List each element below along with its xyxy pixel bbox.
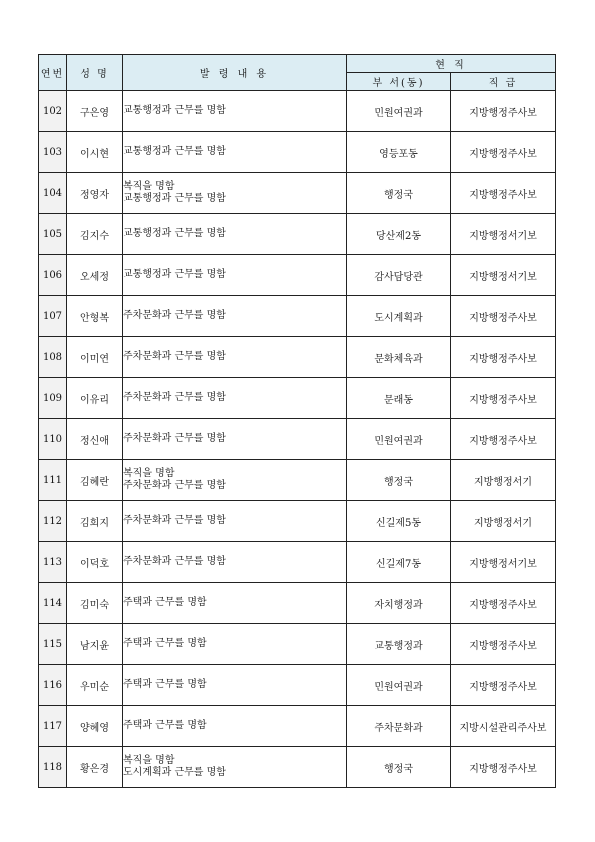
table-row [39, 214, 556, 255]
table-row [39, 501, 556, 542]
appointment-line: 교통행정과 근무를 명함 [123, 269, 226, 280]
appointment-line: 복직을 명함 [123, 755, 175, 766]
table-row [39, 337, 556, 378]
appointment-line: 주택과 근무를 명함 [123, 720, 207, 731]
appointment-line: 주차문화과 근무를 명함 [123, 310, 226, 321]
appointment-line: 복직을 명함 [123, 468, 175, 479]
appointment-content [123, 337, 347, 378]
appointment-content [123, 132, 347, 173]
current-department: 신길제5동 [347, 501, 451, 542]
current-rank: 지방행정서기보 [451, 214, 556, 255]
employee-name: 안형복 [67, 296, 123, 337]
appointment-content [123, 91, 347, 132]
header-dept: 부 서(동) [347, 73, 451, 91]
appointment-line: 도시계획과 근무를 명함 [123, 767, 226, 778]
appointment-line: 교통행정과 근무를 명함 [123, 228, 226, 239]
current-rank: 지방행정주사보 [451, 378, 556, 419]
current-department: 감사담당관 [347, 255, 451, 296]
appointment-content [123, 665, 347, 706]
appointment-line: 주차문화과 근무를 명함 [123, 480, 226, 491]
current-rank: 지방행정서기보 [451, 542, 556, 583]
appointment-content [123, 706, 347, 747]
row-number: 118 [39, 747, 67, 788]
employee-name: 김지수 [67, 214, 123, 255]
current-rank: 지방행정주사보 [451, 665, 556, 706]
appointment-line: 주택과 근무를 명함 [123, 638, 207, 649]
employee-name: 이미연 [67, 337, 123, 378]
table-row [39, 624, 556, 665]
row-number: 103 [39, 132, 67, 173]
row-number: 111 [39, 460, 67, 501]
employee-name: 구은영 [67, 91, 123, 132]
current-rank: 지방행정주사보 [451, 624, 556, 665]
current-department: 주차문화과 [347, 706, 451, 747]
header-current: 현 직 [347, 55, 556, 73]
current-rank: 지방행정주사보 [451, 173, 556, 214]
table-row [39, 665, 556, 706]
table-row [39, 706, 556, 747]
current-department: 행정국 [347, 460, 451, 501]
current-rank: 지방행정주사보 [451, 583, 556, 624]
table-header [39, 55, 556, 91]
appointment-content [123, 501, 347, 542]
current-department: 교통행정과 [347, 624, 451, 665]
table-row [39, 460, 556, 501]
table-row [39, 173, 556, 214]
appointment-content [123, 583, 347, 624]
current-rank: 지방행정주사보 [451, 747, 556, 788]
header-name: 성 명 [67, 55, 123, 91]
current-department: 도시계획과 [347, 296, 451, 337]
row-number: 117 [39, 706, 67, 747]
appointment-line: 주차문화과 근무를 명함 [123, 556, 226, 567]
row-number: 115 [39, 624, 67, 665]
current-department: 행정국 [347, 747, 451, 788]
appointment-content [123, 214, 347, 255]
current-rank: 지방행정주사보 [451, 132, 556, 173]
current-department: 민원여권과 [347, 91, 451, 132]
current-department: 문래동 [347, 378, 451, 419]
row-number: 105 [39, 214, 67, 255]
current-rank: 지방행정주사보 [451, 91, 556, 132]
current-rank: 지방행정주사보 [451, 419, 556, 460]
current-rank: 지방행정서기보 [451, 255, 556, 296]
table-row [39, 255, 556, 296]
employee-name: 오세정 [67, 255, 123, 296]
row-number: 108 [39, 337, 67, 378]
current-rank: 지방시설관리주사보 [451, 706, 556, 747]
current-department: 민원여권과 [347, 665, 451, 706]
employee-name: 김혜란 [67, 460, 123, 501]
appointment-content [123, 542, 347, 583]
employee-name: 정신애 [67, 419, 123, 460]
current-rank: 지방행정서기 [451, 460, 556, 501]
current-department: 민원여권과 [347, 419, 451, 460]
appointment-content [123, 296, 347, 337]
table-row [39, 583, 556, 624]
table-row [39, 91, 556, 132]
row-number: 104 [39, 173, 67, 214]
appointment-content [123, 378, 347, 419]
current-department: 행정국 [347, 173, 451, 214]
table-row [39, 542, 556, 583]
employee-name: 이유리 [67, 378, 123, 419]
row-number: 112 [39, 501, 67, 542]
row-number: 102 [39, 91, 67, 132]
current-rank: 지방행정주사보 [451, 296, 556, 337]
appointment-content [123, 624, 347, 665]
row-number: 107 [39, 296, 67, 337]
header-content: 발 령 내 용 [123, 55, 347, 91]
row-number: 106 [39, 255, 67, 296]
employee-name: 이덕호 [67, 542, 123, 583]
appointment-line: 주차문화과 근무를 명함 [123, 351, 226, 362]
table-row [39, 747, 556, 788]
table-body [39, 91, 556, 788]
appointment-line: 교통행정과 근무를 명함 [123, 193, 226, 204]
appointment-content [123, 173, 347, 214]
table-row [39, 132, 556, 173]
current-department: 영등포동 [347, 132, 451, 173]
appointment-line: 주차문화과 근무를 명함 [123, 392, 226, 403]
row-number: 110 [39, 419, 67, 460]
appointment-table [38, 54, 556, 788]
appointment-content [123, 460, 347, 501]
employee-name: 황은경 [67, 747, 123, 788]
header-rank: 직 급 [451, 73, 556, 91]
table-row [39, 378, 556, 419]
appointment-content [123, 419, 347, 460]
appointment-line: 주차문화과 근무를 명함 [123, 515, 226, 526]
table-row [39, 419, 556, 460]
row-number: 113 [39, 542, 67, 583]
employee-name: 이시현 [67, 132, 123, 173]
current-rank: 지방행정주사보 [451, 337, 556, 378]
appointment-line: 주택과 근무를 명함 [123, 679, 207, 690]
row-number: 114 [39, 583, 67, 624]
employee-name: 김희지 [67, 501, 123, 542]
current-department: 자치행정과 [347, 583, 451, 624]
current-department: 문화체육과 [347, 337, 451, 378]
employee-name: 우미순 [67, 665, 123, 706]
appointment-line: 주택과 근무를 명함 [123, 597, 207, 608]
appointment-line: 복직을 명함 [123, 181, 175, 192]
appointment-content [123, 747, 347, 788]
row-number: 116 [39, 665, 67, 706]
table-row [39, 296, 556, 337]
employee-name: 김미숙 [67, 583, 123, 624]
employee-name: 정영자 [67, 173, 123, 214]
employee-name: 남지윤 [67, 624, 123, 665]
appointment-line: 교통행정과 근무를 명함 [123, 105, 226, 116]
row-number: 109 [39, 378, 67, 419]
current-department: 당산제2동 [347, 214, 451, 255]
appointment-content [123, 255, 347, 296]
appointment-line: 주차문화과 근무를 명함 [123, 433, 226, 444]
header-no: 연번 [39, 55, 67, 91]
employee-name: 양혜영 [67, 706, 123, 747]
current-department: 신길제7동 [347, 542, 451, 583]
current-rank: 지방행정서기 [451, 501, 556, 542]
appointment-line: 교통행정과 근무를 명함 [123, 146, 226, 157]
